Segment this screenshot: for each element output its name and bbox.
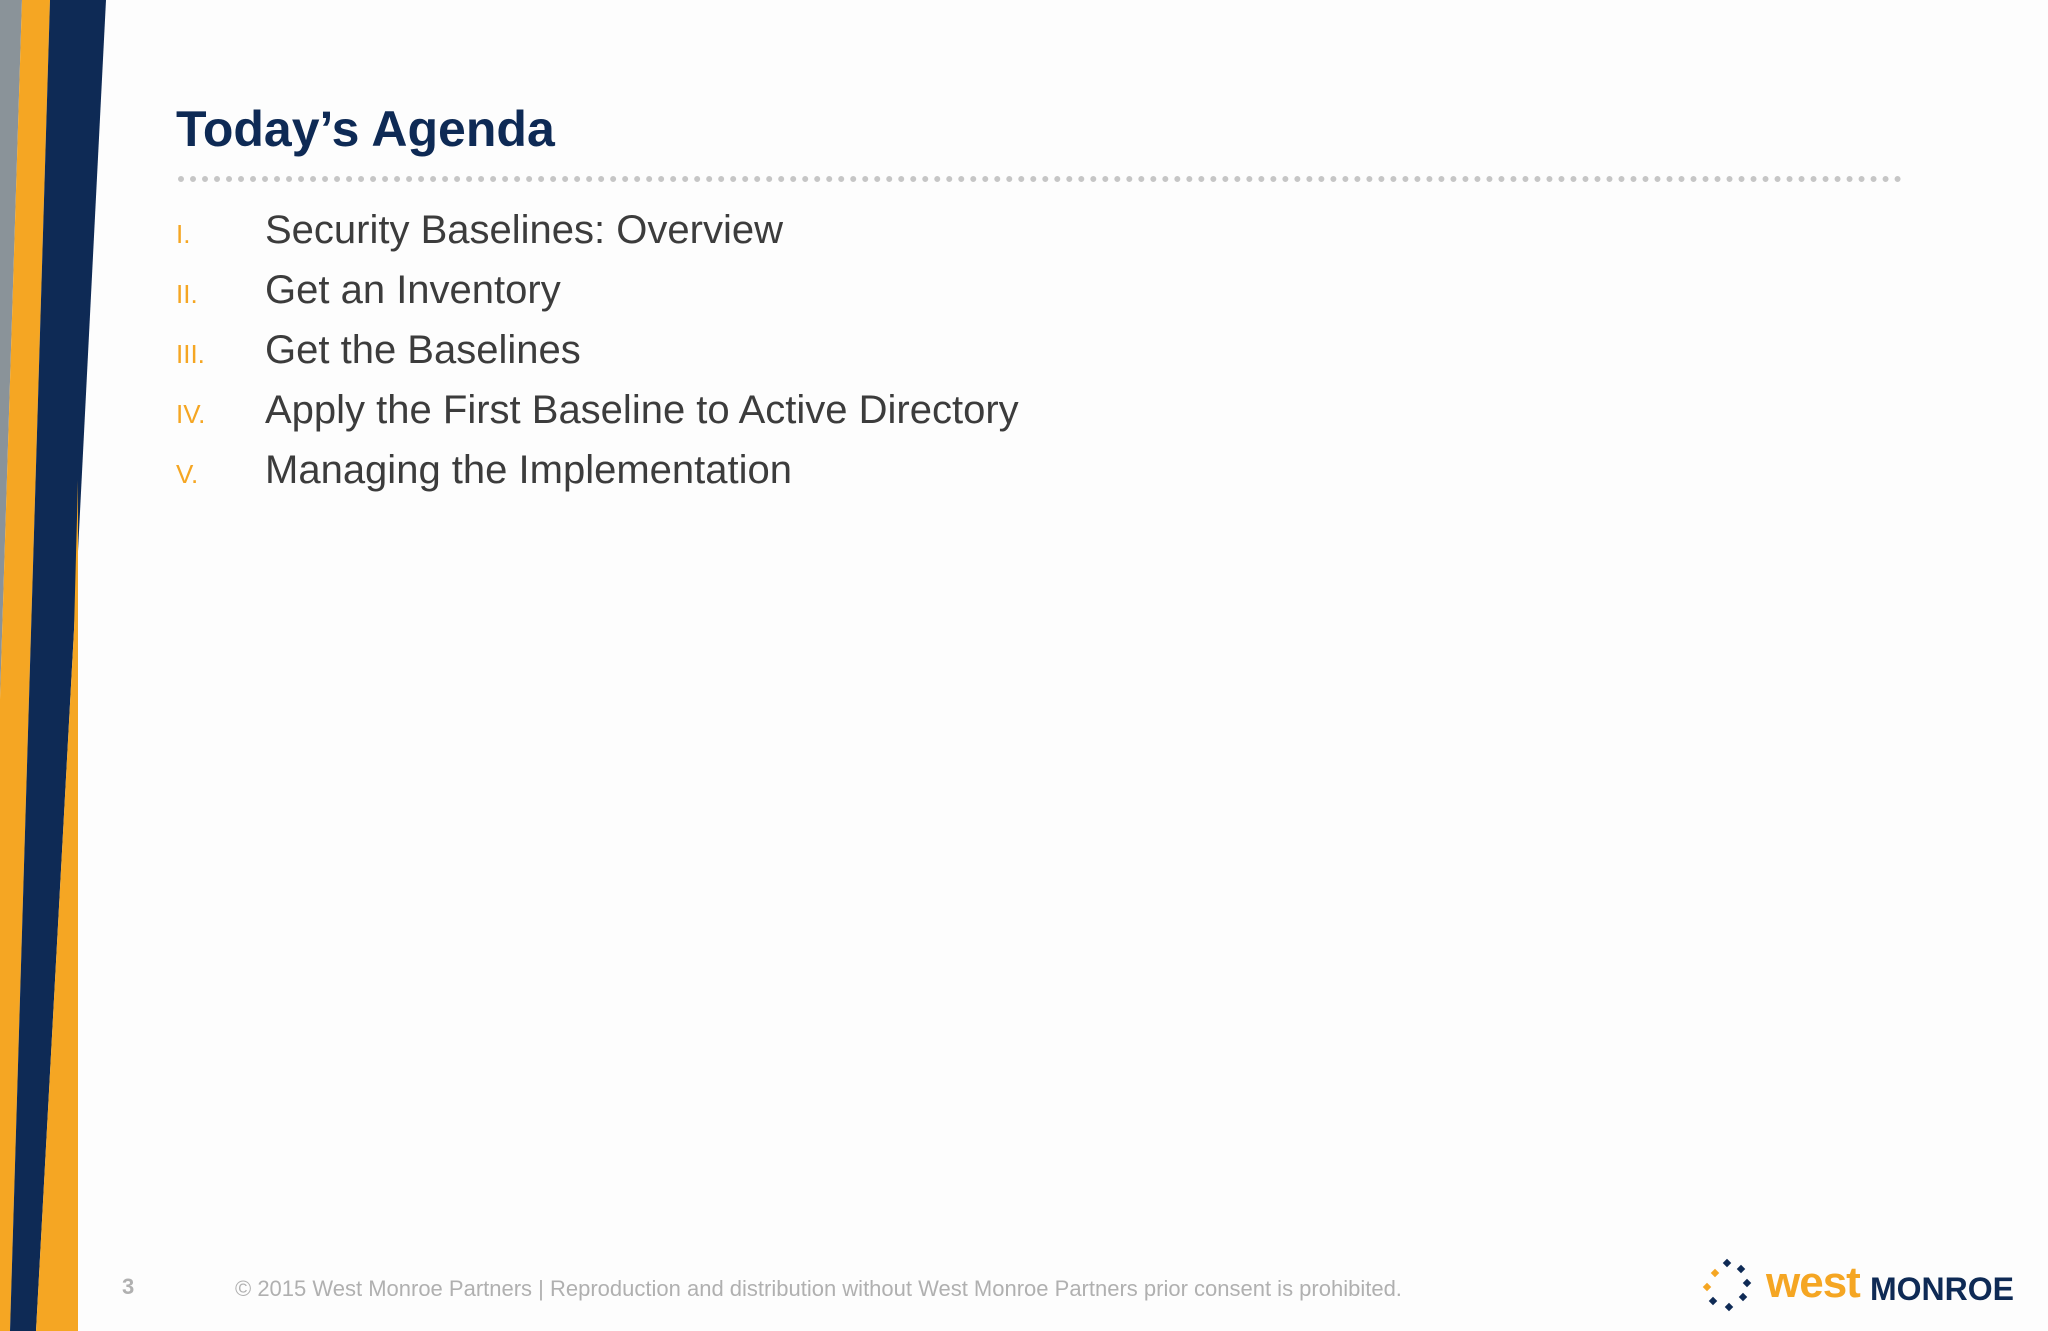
page-number: 3 bbox=[122, 1274, 135, 1299]
title-divider bbox=[178, 176, 1902, 182]
agenda-item-number: II. bbox=[176, 278, 198, 309]
agenda-item-number: IV. bbox=[176, 398, 206, 429]
agenda-item-text: Apply the First Baseline to Active Directory bbox=[265, 387, 1019, 432]
agenda-item-text: Get an Inventory bbox=[265, 267, 561, 312]
agenda-item-text: Security Baselines: Overview bbox=[265, 207, 783, 252]
agenda-item bbox=[176, 200, 1019, 260]
agenda-item-text: Get the Baselines bbox=[265, 327, 581, 372]
agenda-item bbox=[176, 320, 1019, 380]
side-stripe-graphic bbox=[0, 0, 120, 1331]
agenda-item-number: III. bbox=[176, 338, 205, 369]
west-monroe-logo bbox=[1700, 1258, 2030, 1314]
agenda-item-number: V. bbox=[176, 458, 199, 489]
agenda-item bbox=[176, 440, 1019, 500]
slide-title: Today’s Agenda bbox=[176, 101, 555, 157]
logo-dots-icon bbox=[1700, 1258, 1760, 1314]
agenda-item bbox=[176, 380, 1019, 440]
logo-word-monroe: MONROE bbox=[1870, 1271, 2014, 1307]
agenda-item-number: I. bbox=[176, 218, 191, 249]
agenda-item bbox=[176, 260, 1019, 320]
copyright-footer: © 2015 West Monroe Partners | Reproduction and distribution without West Monroe Partners prior consent is prohibited. bbox=[235, 1276, 1402, 1301]
agenda-list bbox=[176, 200, 1019, 500]
agenda-item-text: Managing the Implementation bbox=[265, 447, 792, 492]
logo-word-west: west bbox=[1766, 1258, 1860, 1307]
